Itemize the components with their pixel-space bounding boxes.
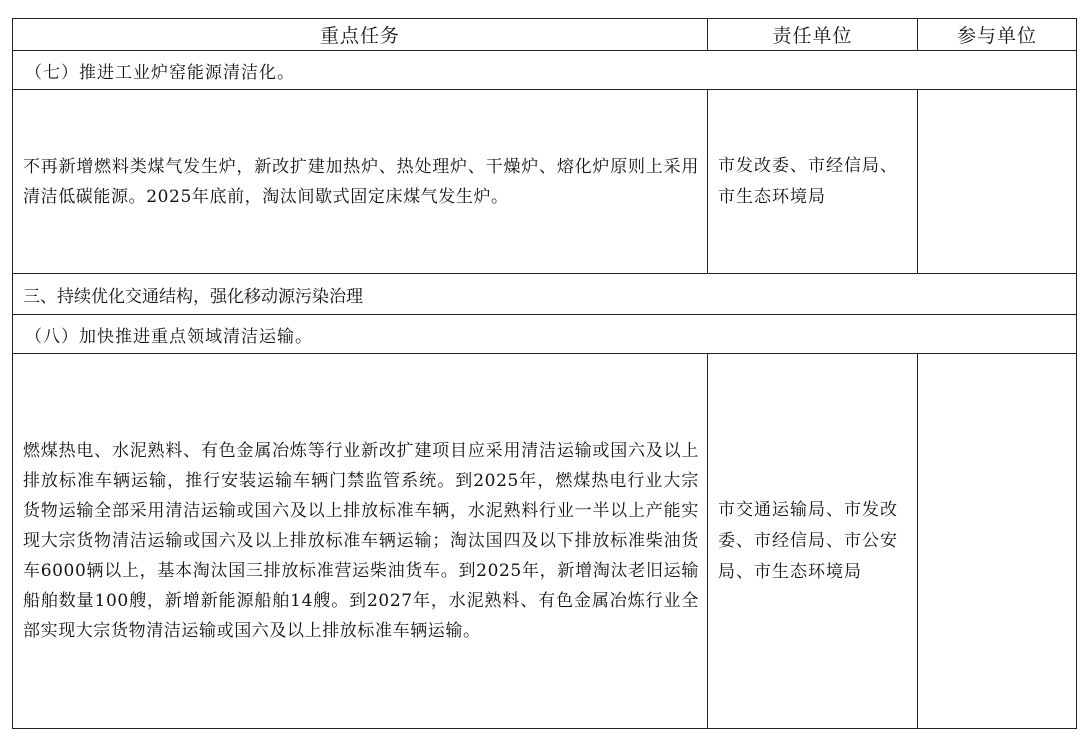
task-cell bbox=[13, 354, 708, 729]
table-row bbox=[13, 354, 1077, 729]
responsible-text-7: 市发改委、市经信局、市生态环境局 bbox=[718, 155, 898, 207]
task-cell bbox=[13, 90, 708, 274]
participating-cell bbox=[918, 354, 1077, 729]
responsible-cell bbox=[708, 90, 918, 274]
header-task: 重点任务 bbox=[13, 19, 708, 51]
table-header-row bbox=[13, 19, 1077, 51]
table-row bbox=[13, 90, 1077, 274]
task-text-8: 燃煤热电、水泥熟料、有色金属冶炼等行业新改扩建项目应采用清洁运输或国六及以上排放标准车辆运输，推行安装运输车辆门禁监管系统。到2025年，燃煤热电行业大宗货物运输全部采用清洁运输或国六及以上排放标准车辆，水泥熟料行业一半以上产能实现大宗货物清洁运输或国六及以上排放标准车辆运输；淘汰国四及以下排放标准柴油货车6000辆以上，基本淘汰国三排放标准营运柴油货车。到2025年，新增淘汰老旧运输船舶数量100艘，新增新能源船舶14艘。到2027年，水泥熟料、有色金属冶炼行业全部实现大宗货物清洁运输或国六及以上排放标准车辆运输。 bbox=[23, 441, 699, 641]
task-table bbox=[12, 18, 1077, 729]
header-participating-unit: 参与单位 bbox=[918, 19, 1077, 51]
section-heading-3: 三、持续优化交通结构，强化移动源污染治理 bbox=[13, 274, 1077, 315]
section-row bbox=[13, 274, 1077, 315]
subheading-7: （七）推进工业炉窑能源清洁化。 bbox=[13, 51, 1077, 90]
subheading-8: （八）加快推进重点领域清洁运输。 bbox=[13, 315, 1077, 354]
responsible-text-8: 市交通运输局、市发改委、市经信局、市公安局、市生态环境局 bbox=[718, 499, 898, 582]
task-text-7: 不再新增燃料类煤气发生炉，新改扩建加热炉、热处理炉、干燥炉、熔化炉原则上采用清洁低碳能源。2025年底前，淘汰间歇式固定床煤气发生炉。 bbox=[23, 156, 699, 207]
participating-cell bbox=[918, 90, 1077, 274]
subheading-row bbox=[13, 51, 1077, 90]
responsible-cell bbox=[708, 354, 918, 729]
header-responsible-unit: 责任单位 bbox=[708, 19, 918, 51]
subheading-row bbox=[13, 315, 1077, 354]
